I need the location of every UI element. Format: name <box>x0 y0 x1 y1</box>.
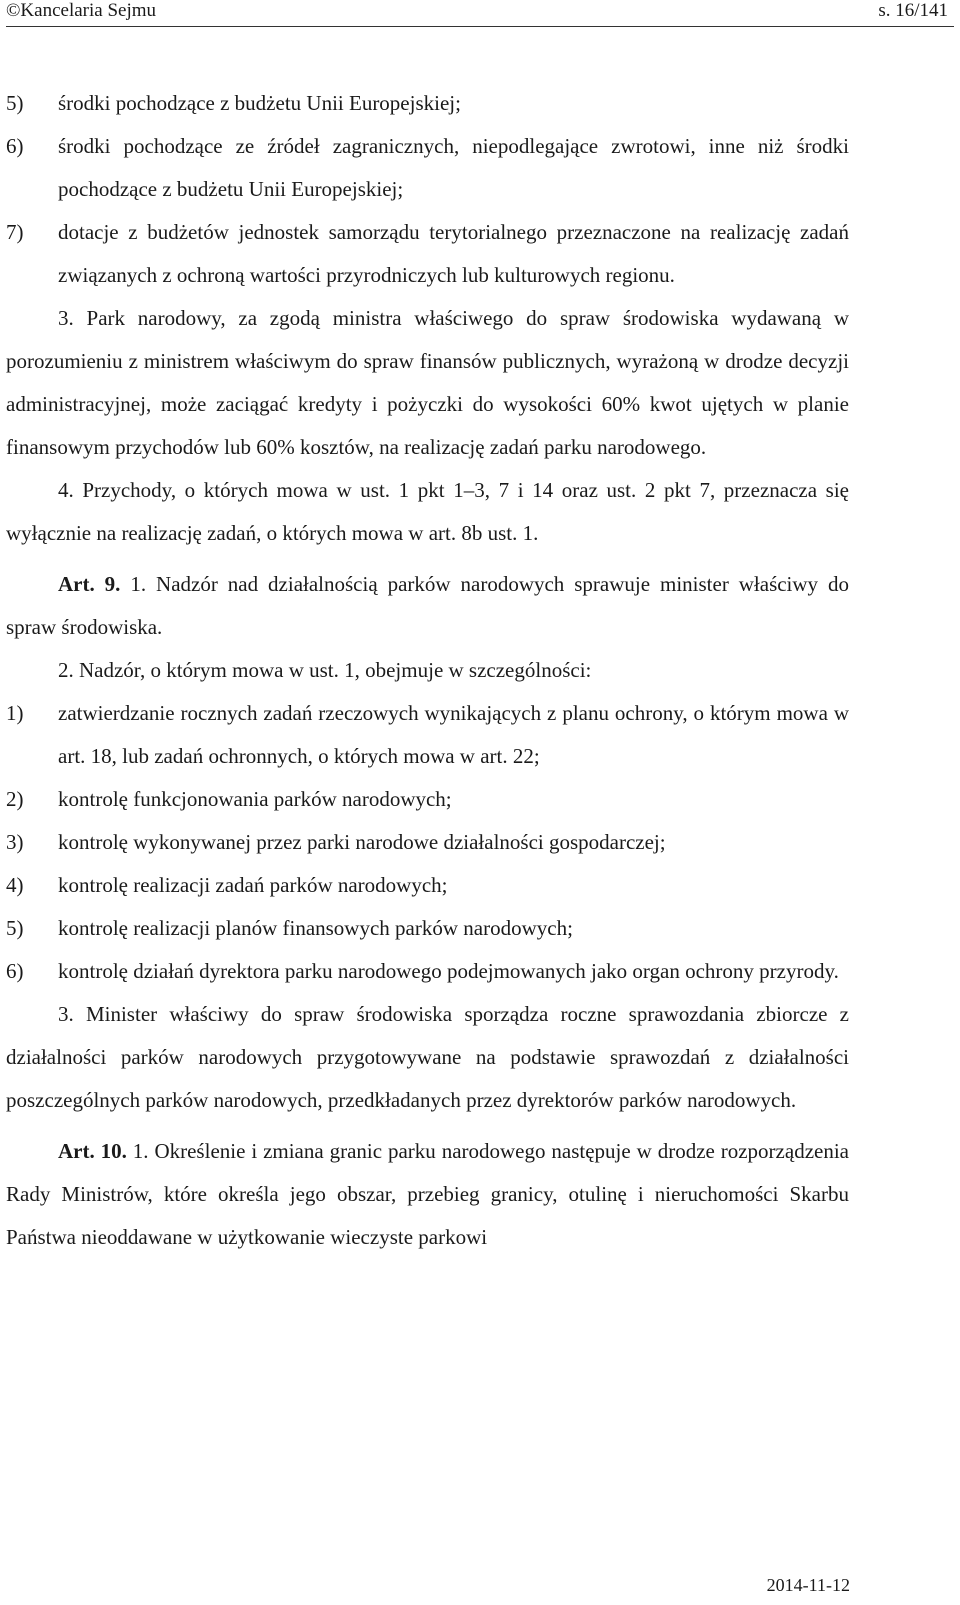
list-item-text: kontrolę wykonywanej przez parki narodowe działalności gospodarczej; <box>58 830 666 854</box>
paragraph-4: 4. Przychody, o których mowa w ust. 1 pkt 1–3, 7 i 14 oraz ust. 2 pkt 7, przeznacza się wyłącznie na realizację zadań, o których mowa w art. 8b ust. 1. <box>6 478 849 545</box>
article-10 <box>6 1130 849 1259</box>
list-item <box>6 692 849 778</box>
list-item <box>6 950 849 993</box>
list-item-number: 2) <box>6 787 24 811</box>
document-body <box>6 82 849 1259</box>
list-item-number: 7) <box>6 220 24 244</box>
article-9-paragraph-3: 3. Minister właściwy do spraw środowiska sporządza roczne sprawozdania zbiorcze z działalności parków narodowych przygotowywane na podstawie sprawozdań z działalności poszczególnych parków narodowych, przedkładanych przez dyrektorów parków narodowych. <box>6 1002 849 1112</box>
list-item-number: 5) <box>6 916 24 940</box>
list-item <box>6 864 849 907</box>
header-copyright: ©Kancelaria Sejmu <box>6 0 157 21</box>
list-item-text: kontrolę realizacji zadań parków narodowych; <box>58 873 448 897</box>
list-item-number: 6) <box>6 134 24 158</box>
list-item <box>6 125 849 211</box>
list-item-text: kontrolę realizacji planów finansowych parków narodowych; <box>58 916 573 940</box>
footer-date: 2014-11-12 <box>766 1575 850 1595</box>
list-item-text: środki pochodzące ze źródeł zagranicznych, niepodlegające zwrotowi, inne niż środki pochodzące z budżetu Unii Europejskiej; <box>58 134 849 201</box>
list-item <box>6 82 849 125</box>
list-item-number: 6) <box>6 959 24 983</box>
list-item <box>6 821 849 864</box>
list-item-number: 4) <box>6 873 24 897</box>
list-item <box>6 907 849 950</box>
article-9-paragraph-2: 2. Nadzór, o którym mowa w ust. 1, obejmuje w szczególności: <box>58 658 592 682</box>
paragraph-3: 3. Park narodowy, za zgodą ministra właściwego do spraw środowiska wydawaną w porozumieniu z ministrem właściwym do spraw finansów publicznych, wyrażoną w drodze decyzji administracyjnej, może zaciągać kredyty i pożyczki do wysokości 60% kwot ujętych w planie finansowym przychodów lub 60% kosztów, na realizację zadań parku narodowego. <box>6 306 849 459</box>
article-9 <box>6 563 849 649</box>
list-item-text: kontrolę funkcjonowania parków narodowych; <box>58 787 452 811</box>
list-item <box>6 778 849 821</box>
article-10-label: Art. 10. <box>58 1139 127 1163</box>
list-item-number: 3) <box>6 830 24 854</box>
list-item-number: 5) <box>6 91 24 115</box>
list-item-text: środki pochodzące z budżetu Unii Europejskiej; <box>58 91 461 115</box>
page-header <box>6 0 954 27</box>
list-item-number: 1) <box>6 701 24 725</box>
list-item <box>6 211 849 297</box>
list-item-text: dotacje z budżetów jednostek samorządu terytorialnego przeznaczone na realizację zadań związanych z ochroną wartości przyrodniczych lub kulturowych regionu. <box>58 220 849 287</box>
list-item-text: zatwierdzanie rocznych zadań rzeczowych wynikających z planu ochrony, o którym mowa w art. 18, lub zadań ochronnych, o których mowa w art. 22; <box>58 701 849 768</box>
list-item-text: kontrolę działań dyrektora parku narodowego podejmowanych jako organ ochrony przyrody. <box>58 959 839 983</box>
article-9-label: Art. 9. <box>58 572 121 596</box>
header-page-number: s. 16/141 <box>878 0 948 21</box>
article-10-text: 1. Określenie i zmiana granic parku narodowego następuje w drodze rozporządzenia Rady Ministrów, które określa jego obszar, przebieg granicy, otulinę i nieruchomości Skarbu Państwa nieoddawane w użytkowanie wieczyste parkowi <box>6 1139 849 1249</box>
article-9-text: 1. Nadzór nad działalnością parków narodowych sprawuje minister właściwy do spraw środowiska. <box>6 572 849 639</box>
